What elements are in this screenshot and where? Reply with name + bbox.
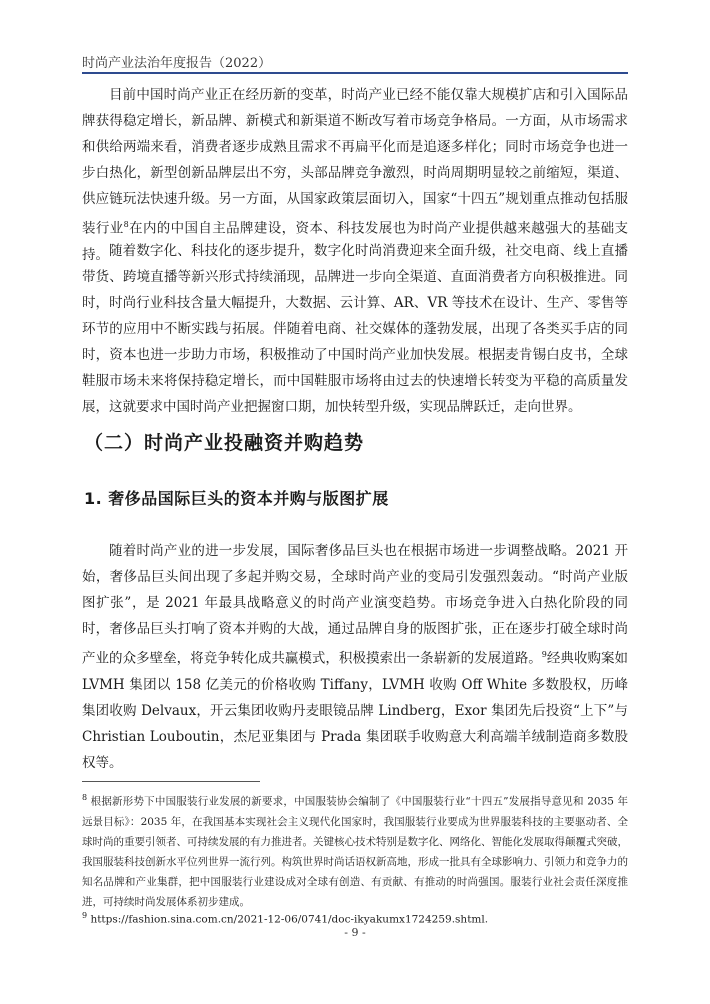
paragraph-3-tail: 经典收购案如 LVMH 集团以 158 亿美元的价格收购 Tiffany，LVMH 收购 Off White 多数股权，历峰集团收购 Delvaux，开云集团收购丹麦眼镜品牌 Lindberg，Exor 集团先后投资“上下”与 Christian Louboutin，杰尼亚集团与 Prada 集团联手收购意大利高端羊绒制造商多数股权等。 — [82, 650, 629, 771]
footnote-8-text: 根据新形势下中国服装行业发展的新要求，中国服装协会编制了《中国服装行业“十四五”发展指导意见和 2035 年远景目标》：2035 年，在我国基本实现社会主义现代化国家时，我国服装行业要成为世界服装科技的主要驱动者、全球时尚的重要引领者、可持续发展的有力推进者。关键核心技术特别是数字化、网络化、智能化发展取得颠覆式突破，我国服装科技创新水平位列世界一流行列。构筑世界时尚话语权新高地，形成一批具有全球影响力、引领力和竞争力的知名品牌和产业集群，把中国服装行业建设成对全球有创造、有贡献、有推动的时尚强国。服装行业社会责任深度推进，可持续时尚发展体系初步建成。 — [82, 795, 628, 908]
running-header-title: 时尚产业法治年度报告（2022） — [82, 56, 272, 71]
page-number: - 9 - — [344, 926, 366, 939]
footnote-9-link[interactable]: https://fashion.sina.com.cn/2021-12-06/0741/doc-ikyakumx1724259.shtml. — [90, 913, 489, 926]
footnote-8 — [82, 788, 628, 912]
paragraph-1-tail: 在内的中国自主品牌建设，资本、科技发展也为时尚产业提供越来越强大的基础支持。 — [82, 220, 629, 263]
footnote-9-marker: 9 — [82, 911, 88, 920]
footnote-ref-9[interactable]: 9 — [541, 650, 547, 659]
subsection-heading: 1. 奢侈品国际巨头的资本并购与版图扩展 — [84, 489, 389, 508]
footnote-ref-8[interactable]: 8 — [123, 220, 129, 229]
header-divider — [82, 72, 628, 74]
footnote-divider — [82, 781, 260, 782]
paragraph-3-text: 随着时尚产业的进一步发展，国际奢侈品巨头也在根据市场进一步调整战略。2021 开始，奢侈品巨头间出现了多起并购交易，全球时尚产业的变局引发强烈轰动。“时尚产业版图扩张”，是 2021 年最具战略意义的时尚产业演变趋势。市场竞争进入白热化阶段的同时，奢侈品巨头打响了资本并购的大战，通过品牌自身的版图扩张，正在逐步打破全球时尚产业的众多壁垒，将竞争转化成共赢模式，积极摸索出一条崭新的发展道路。 — [82, 543, 628, 667]
body-paragraph-2: 随着数字化、科技化的逐步提升，数字化时尚消费迎来全面升级，社交电商、线上直播带货、跨境直播等新兴形式持续涌现，品牌进一步向全渠道、直面消费者方向积极推进。同时，时尚行业科技含量大幅提升，大数据、云计算、AR、VR 等技术在设计、生产、零售等环节的应用中不断实践与拓展。伴随着电商、社交媒体的蓬勃发展，出现了各类买手店的同时，资本也进一步助力市场，积极推动了中国时尚产业加快发展。根据麦肯锡白皮书，全球鞋服市场未来将保持稳定增长，而中国鞋服市场将由过去的快速增长转变为平稳的高质量发展，这就要求中国时尚产业把握窗口期，加快转型升级，实现品牌跃迁，走向世界。 — [82, 243, 628, 415]
paragraph-1-text: 目前中国时尚产业正在经历新的变革，时尚产业已经不能仅靠大规模扩店和引入国际品牌获得稳定增长，新品牌、新模式和新渠道不断改写着市场竞争格局。一方面，从市场需求和供给两端来看，消费者逐步成熟且需求不再扁平化而是追逐多样化；同时市场竞争也进一步白热化，新型创新品牌层出不穷，头部品牌竞争激烈，时尚周期明显较之前缩短，渠道、供应链玩法快速升级。另一方面，从国家政策层面切入，国家“十四五”规划重点推动包括服装行业 — [82, 87, 628, 237]
footnote-8-marker: 8 — [82, 793, 88, 802]
body-paragraph-3 — [82, 538, 628, 776]
section-heading: （二）时尚产业投融资并购趋势 — [84, 432, 365, 454]
